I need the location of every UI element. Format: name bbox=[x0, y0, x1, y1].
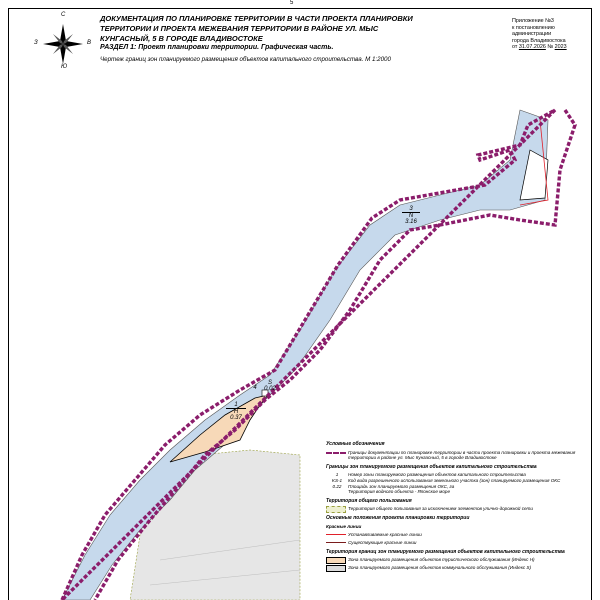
zone-3-area: 3.16 bbox=[405, 219, 417, 225]
drawing-subtitle: Чертеж границ зон планируемого размещения объектов капитального строительства. М 1:2000 bbox=[100, 56, 391, 63]
compass-east-label: В bbox=[87, 40, 92, 46]
legend-territory-header: Территория границ зон планируемого размещения объектов капитального строительства bbox=[326, 548, 565, 555]
red-line-planned-symbol bbox=[326, 532, 348, 538]
legend-planning-header: Основные положения проекта планировки территории bbox=[326, 515, 470, 522]
appendix-number: 2023 bbox=[554, 44, 567, 51]
zone-1-code: H bbox=[226, 408, 246, 415]
compass-north-label: С bbox=[61, 12, 66, 18]
legend-public-header: Территория общего пользования bbox=[326, 497, 412, 504]
zone-3-label bbox=[402, 206, 420, 225]
legend-zone-s-row: Зона планируемого размещения объектов коммунального обслуживания (Индекс S) bbox=[326, 565, 596, 571]
compass-south-label: Ю bbox=[61, 64, 68, 70]
public-symbol bbox=[326, 506, 348, 512]
appendix-line-3: администрации bbox=[512, 31, 552, 38]
section-title: РАЗДЕЛ 1: Проект планировки территории. Графическая часть. bbox=[100, 44, 334, 51]
legend-boundary-row: Границы документации по планировке территории в части проекта планировки и проекта межевания территории в районе ул. Мыс Кунгасный, 5 в городе Владивостоке bbox=[326, 450, 596, 461]
appendix-line-2: к постановлению bbox=[512, 24, 555, 31]
zone-s-symbol bbox=[326, 565, 348, 571]
zone-1-number: 1 bbox=[234, 402, 238, 408]
document-title: ДОКУМЕНТАЦИЯ ПО ПЛАНИРОВКЕ ТЕРРИТОРИИ В ЧАСТИ ПРОЕКТА ПЛАНИРОВКИ ТЕРРИТОРИИ И ПРОЕКТА МЕЖЕВАНИЯ ТЕРРИТОРИИ В РАЙОНЕ УЛ. МЫС КУНГАСНЫЙ, 5 В ГОРОДЕ ВЛАДИВОСТОКЕ bbox=[100, 14, 413, 43]
appendix-line-4: города Владивостока bbox=[512, 37, 566, 44]
map-legend bbox=[326, 438, 596, 571]
zone-1-area: 0.37 bbox=[230, 415, 242, 421]
red-line-existing-symbol bbox=[326, 540, 348, 546]
legend-red-lines-header: Красные линии bbox=[326, 523, 362, 529]
legend-zones-header: Границы зон планируемого размещения объектов капитального строительства bbox=[326, 463, 537, 470]
legend-red-existing-row: Существующие красные линии bbox=[326, 540, 596, 546]
appendix-date: 31.07.2026 bbox=[518, 44, 546, 51]
legend-title: Условные обозначения bbox=[326, 441, 385, 447]
zone-3-code: N bbox=[402, 212, 420, 219]
zone-h-symbol bbox=[326, 557, 348, 563]
zone-s-label bbox=[260, 380, 280, 392]
appendix-line-1: Приложение №3 bbox=[512, 18, 554, 24]
boundary-symbol bbox=[326, 450, 348, 456]
appendix-date-line: от 31.07.2026 № 2023 bbox=[512, 44, 567, 51]
legend-public-row: Территория общего пользования за исключением элементов улично-дорожной сети bbox=[326, 506, 596, 512]
zone-s-area: 0.02 bbox=[264, 386, 276, 392]
zone-3-number: 3 bbox=[409, 206, 413, 212]
zone-s-code: S bbox=[267, 380, 272, 386]
legend-zone-h-row: Зона планируемого размещения объектов туристического обслуживания (Индекс Н) bbox=[326, 557, 596, 563]
legend-sample-row: 1 KS-1 0.22 Номер зоны планируемого размещения объектов капитального строительства Код вида разрешенного использования земельного участка (зон) планируемого размещения ОКС Площадь зон планируемого размещения ОКС, га Территория водного объекта - Японское море bbox=[326, 472, 596, 494]
zone-1-label bbox=[226, 402, 246, 421]
legend-red-planned-row: Устанавливаемые красные линии bbox=[326, 532, 596, 538]
sample-zone-symbol: 1 KS-1 0.22 bbox=[331, 472, 343, 489]
sheet-number: 5 bbox=[290, 0, 294, 6]
zone-4-label: 4 bbox=[253, 385, 257, 391]
compass-west-label: З bbox=[34, 40, 38, 46]
